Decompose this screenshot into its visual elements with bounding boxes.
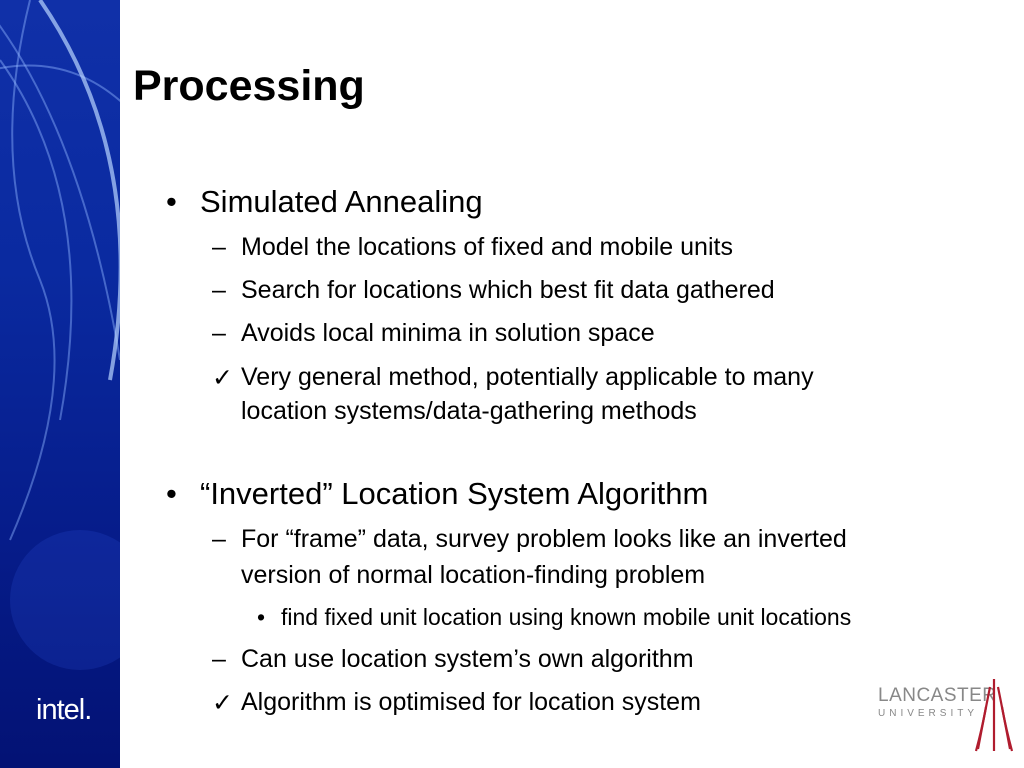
- bullet-marker: •: [166, 476, 177, 511]
- dash-marker: –: [212, 525, 226, 553]
- lancaster-university-logo: [876, 677, 1014, 753]
- sub-bullet-search-locations: Search for locations which best fit data gathered: [241, 276, 775, 304]
- dash-marker: –: [212, 319, 226, 347]
- checkmark-icon: ✓: [212, 364, 233, 392]
- intel-logo: intel.: [36, 694, 92, 726]
- dash-marker: –: [212, 276, 226, 304]
- sub-bullet-avoids-minima: Avoids local minima in solution space: [241, 319, 655, 347]
- lancaster-emblem-icon: [974, 677, 1014, 753]
- lancaster-logo-subtitle: UNIVERSITY: [878, 708, 979, 719]
- bullet-marker: •: [166, 184, 177, 219]
- dash-marker: –: [212, 645, 226, 673]
- small-bullet-marker: •: [257, 604, 266, 630]
- check-bullet-general-method-line2: location systems/data-gathering methods: [241, 397, 697, 425]
- check-bullet-general-method-line1: Very general method, potentially applicable to many: [241, 363, 814, 391]
- sub-sub-bullet-find-fixed-unit: find fixed unit location using known mobile unit locations: [281, 604, 852, 630]
- dash-marker: –: [212, 233, 226, 261]
- lancaster-logo-name: LANCASTER: [878, 685, 997, 706]
- slide-title: Processing: [133, 62, 365, 110]
- sub-bullet-frame-data-line2: version of normal location-finding problem: [241, 561, 706, 589]
- sub-bullet-frame-data-line1: For “frame” data, survey problem looks like an inverted: [241, 525, 847, 553]
- bullet-simulated-annealing: Simulated Annealing: [200, 184, 483, 219]
- checkmark-icon: ✓: [212, 689, 233, 717]
- check-bullet-optimised: Algorithm is optimised for location system: [241, 688, 701, 716]
- bullet-inverted-algorithm: “Inverted” Location System Algorithm: [200, 476, 709, 511]
- sub-bullet-model-locations: Model the locations of fixed and mobile units: [241, 233, 733, 261]
- sub-bullet-own-algorithm: Can use location system’s own algorithm: [241, 645, 694, 673]
